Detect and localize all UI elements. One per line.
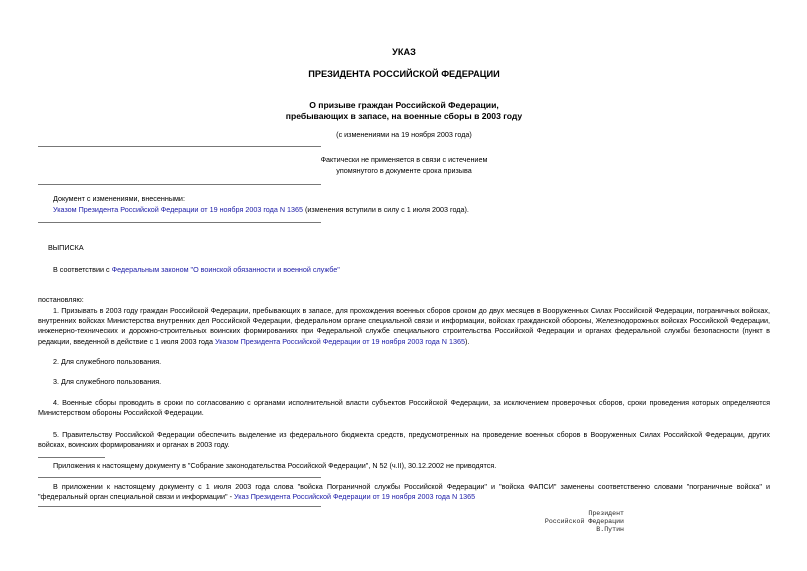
paragraph-1 <box>38 306 770 347</box>
paragraph-2: 2. Для служебного пользования. <box>53 357 162 366</box>
signature-position: Президент <box>588 510 624 517</box>
paragraph-3: 3. Для служебного пользования. <box>53 377 162 386</box>
paragraph-1-text: 1. Призывать в 2003 году граждан Российской Федерации, пребывающих в запасе, для прохождения военных сборов сроком до двух месяцев в Вооруженных Силах Российской Федерации, пограничных войсках, внутренних войсках Министерства внутренних дел Российской Федерации, федеральном органе специальной связи и информации, войсках гражданской обороны, Железнодорожных войсках Российской Федерации, инженерно-технических и дорожно-строительных воинских формированиях при Федеральной службе специального строительства Российской Федерации и органах федеральной службы безопасности (пункт в редакции, введенной в действие с 1 июля 2003 года <box>38 306 770 346</box>
divider <box>38 222 321 223</box>
extract-label: ВЫПИСКА <box>48 243 84 252</box>
signature-name: В.Путин <box>596 526 624 534</box>
changes-tail: (изменения вступили в силу с 1 июля 2003 года). <box>303 205 469 214</box>
status-line-2: упомянутого в документе срока призыва <box>336 166 472 175</box>
signature-country: Российской Федерации <box>544 518 624 526</box>
decree-word: постановляю: <box>38 295 84 304</box>
divider <box>38 184 321 185</box>
paragraph-4: 4. Военные сборы проводить в сроки по согласованию с органами исполнительной власти субъектов Российской Федерации, за исключением проверочных сборов, сроки проведения которых определяются Министерством обороны Российской Федерации. <box>38 398 770 418</box>
amendment-text: В приложении к настоящему документу с 1 июля 2003 года слова "войска Пограничной службы Российской Федерации" и "войска ФАПСИ" заменены соответственно словами "пограничные войска" и "федеральный орган специальной связи и информации" - <box>38 482 770 502</box>
divider <box>38 506 321 507</box>
doc-type-title: УКАЗ <box>392 47 416 57</box>
signature-block <box>438 510 624 535</box>
issuer-title: ПРЕЗИДЕНТА РОССИЙСКОЙ ФЕДЕРАЦИИ <box>308 69 500 79</box>
changes-line <box>53 205 469 215</box>
subject-line-1: О призыве граждан Российской Федерации, <box>309 100 499 110</box>
subject-line-2: пребывающих в запасе, на военные сборы в 2003 году <box>285 111 523 121</box>
changes-intro: Документ с изменениями, внесенными: <box>53 194 185 203</box>
legal-basis <box>53 265 340 275</box>
paragraph-1-end: ). <box>464 336 470 346</box>
revision-note: (с изменениями на 19 ноября 2003 года) <box>336 130 472 139</box>
amendment-note <box>38 482 770 502</box>
divider <box>38 477 321 478</box>
footnote-divider <box>38 457 105 458</box>
divider <box>38 146 321 147</box>
amending-decree-link[interactable]: Указом Президента Российской Федерации от 19 ноября 2003 года N 1365 <box>53 205 303 214</box>
amendment-link[interactable]: Указ Президента Российской Федерации от 19 ноября 2003 года N 1365 <box>234 492 476 502</box>
status-line-1: Фактически не применяется в связи с истечением <box>320 155 488 164</box>
federal-law-link[interactable]: Федеральным законом "О воинской обязанности и военной службе" <box>111 265 340 274</box>
legal-basis-prefix: В соответствии с <box>53 265 112 274</box>
paragraph-1-link[interactable]: Указом Президента Российской Федерации от 19 ноября 2003 года N 1365 <box>214 336 465 346</box>
appendix-note: Приложения к настоящему документу в "Собрание законодательства Российской Федерации", N 52 (ч.II), 30.12.2002 не приводятся. <box>53 461 497 470</box>
paragraph-5: 5. Правительству Российской Федерации обеспечить выделение из федерального бюджекта средств, предусмотренных на проведение военных сборов в Вооруженных Силах Российской Федерации, других войсках, воинских формированиях и органах в 2003 году. <box>38 430 770 450</box>
